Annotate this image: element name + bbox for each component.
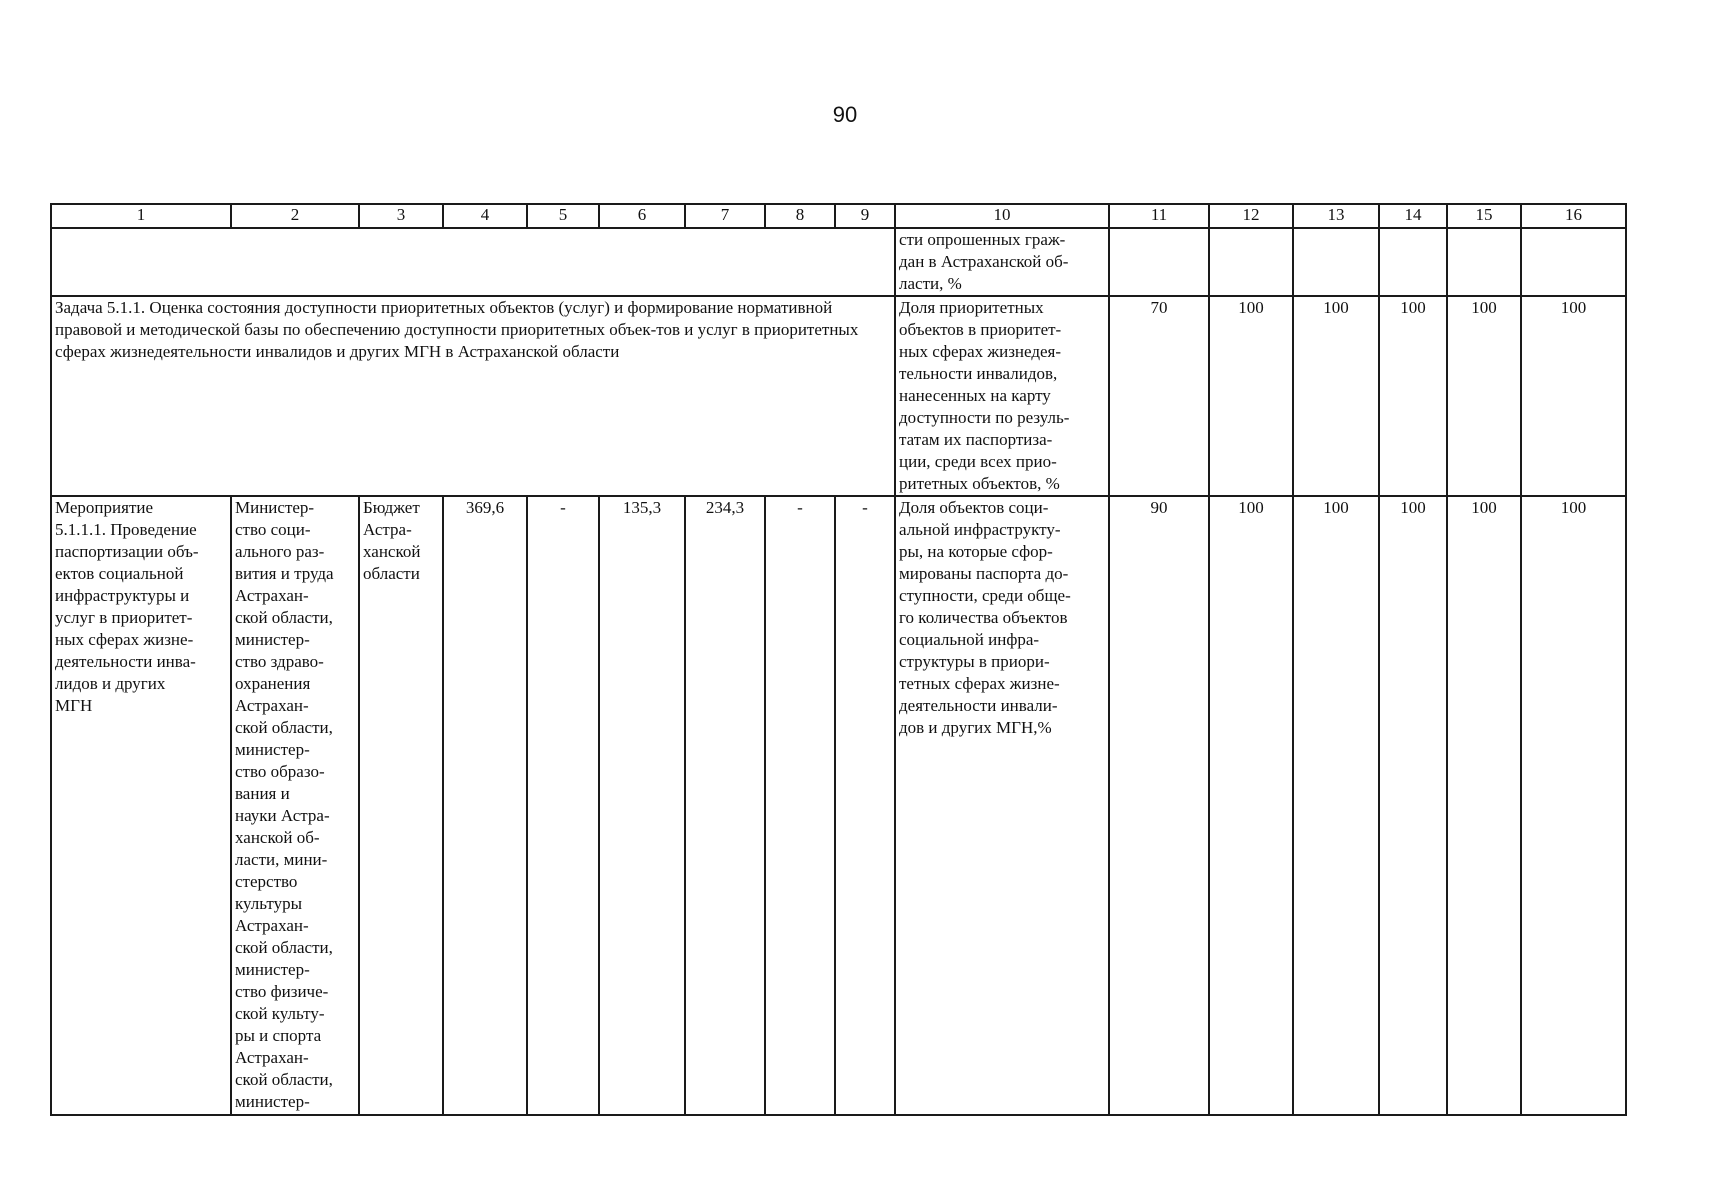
task-value-16: 100: [1521, 296, 1626, 496]
col-header-10: 10: [895, 204, 1109, 228]
measure-value-16: 100: [1521, 496, 1626, 1115]
measure-value-12: 100: [1209, 496, 1293, 1115]
measure-row: [51, 496, 1626, 1115]
task-value-13: 100: [1293, 296, 1379, 496]
empty-cell: [1447, 228, 1521, 296]
continuation-row: [51, 228, 1626, 296]
continuation-empty-cell: [51, 228, 895, 296]
empty-cell: [1521, 228, 1626, 296]
measure-value-14: 100: [1379, 496, 1447, 1115]
col-header-11: 11: [1109, 204, 1209, 228]
measure-value-13: 100: [1293, 496, 1379, 1115]
measure-value-15: 100: [1447, 496, 1521, 1115]
col-header-15: 15: [1447, 204, 1521, 228]
measure-value-6: 135,3: [599, 496, 685, 1115]
program-table: [50, 203, 1627, 1116]
col-header-3: 3: [359, 204, 443, 228]
measure-value-11: 90: [1109, 496, 1209, 1115]
col-header-7: 7: [685, 204, 765, 228]
col-header-5: 5: [527, 204, 599, 228]
continuation-indicator: сти опрошенных граж- дан в Астраханской об- ласти, %: [895, 228, 1109, 296]
task-value-14: 100: [1379, 296, 1447, 496]
measure-funding-source: Бюджет Астра- ханской области: [359, 496, 443, 1115]
empty-cell: [1293, 228, 1379, 296]
col-header-6: 6: [599, 204, 685, 228]
col-header-9: 9: [835, 204, 895, 228]
col-header-4: 4: [443, 204, 527, 228]
col-header-2: 2: [231, 204, 359, 228]
task-description: Задача 5.1.1. Оценка состояния доступности приоритетных объектов (услуг) и формирование нормативной правовой и методической базы по обеспечению доступности приоритетных объек-тов и услуг в приоритетных сферах жизнедеятельности инвалидов и других МГН в Астраханской области: [51, 296, 895, 496]
task-value-11: 70: [1109, 296, 1209, 496]
col-header-13: 13: [1293, 204, 1379, 228]
empty-cell: [1109, 228, 1209, 296]
col-header-16: 16: [1521, 204, 1626, 228]
col-header-1: 1: [51, 204, 231, 228]
column-number-row: [51, 204, 1626, 228]
measure-value-8: -: [765, 496, 835, 1115]
page-number: 90: [832, 102, 858, 127]
col-header-14: 14: [1379, 204, 1447, 228]
col-header-12: 12: [1209, 204, 1293, 228]
measure-value-5: -: [527, 496, 599, 1115]
task-value-12: 100: [1209, 296, 1293, 496]
measure-executor: Министер- ство соци- ального раз- вития и труда Астрахан- ской области, министер- ство здраво- охранения Астрахан- ской области, министер- ство образо- вания и науки Астра- ханской об- ласти, мини- стерство культуры Астрахан- ской области, министер- ство физиче- ской культу- ры и спорта Астрахан- ской области, министер-: [231, 496, 359, 1115]
task-row: [51, 296, 1626, 496]
measure-value-9: -: [835, 496, 895, 1115]
empty-cell: [1209, 228, 1293, 296]
task-value-15: 100: [1447, 296, 1521, 496]
task-indicator: Доля приоритетных объектов в приоритет- ных сферах жизнедея- тельности инвалидов, нанесенных на карту доступности по резуль- татам их паспортиза- ции, среди всех прио- ритетных объектов, %: [895, 296, 1109, 496]
empty-cell: [1379, 228, 1447, 296]
measure-name: Мероприятие 5.1.1.1. Проведение паспортизации объ- ектов социальной инфраструктуры и услуг в приоритет- ных сферах жизне- деятельности инва- лидов и других МГН: [51, 496, 231, 1115]
measure-value-7: 234,3: [685, 496, 765, 1115]
measure-value-4: 369,6: [443, 496, 527, 1115]
col-header-8: 8: [765, 204, 835, 228]
measure-indicator: Доля объектов соци- альной инфраструкту- ры, на которые сфор- мированы паспорта до- ступности, среди обще- го количества объектов социальной инфра- структуры в приори- тетных сферах жизне- деятельности инвали- дов и других МГН,%: [895, 496, 1109, 1115]
